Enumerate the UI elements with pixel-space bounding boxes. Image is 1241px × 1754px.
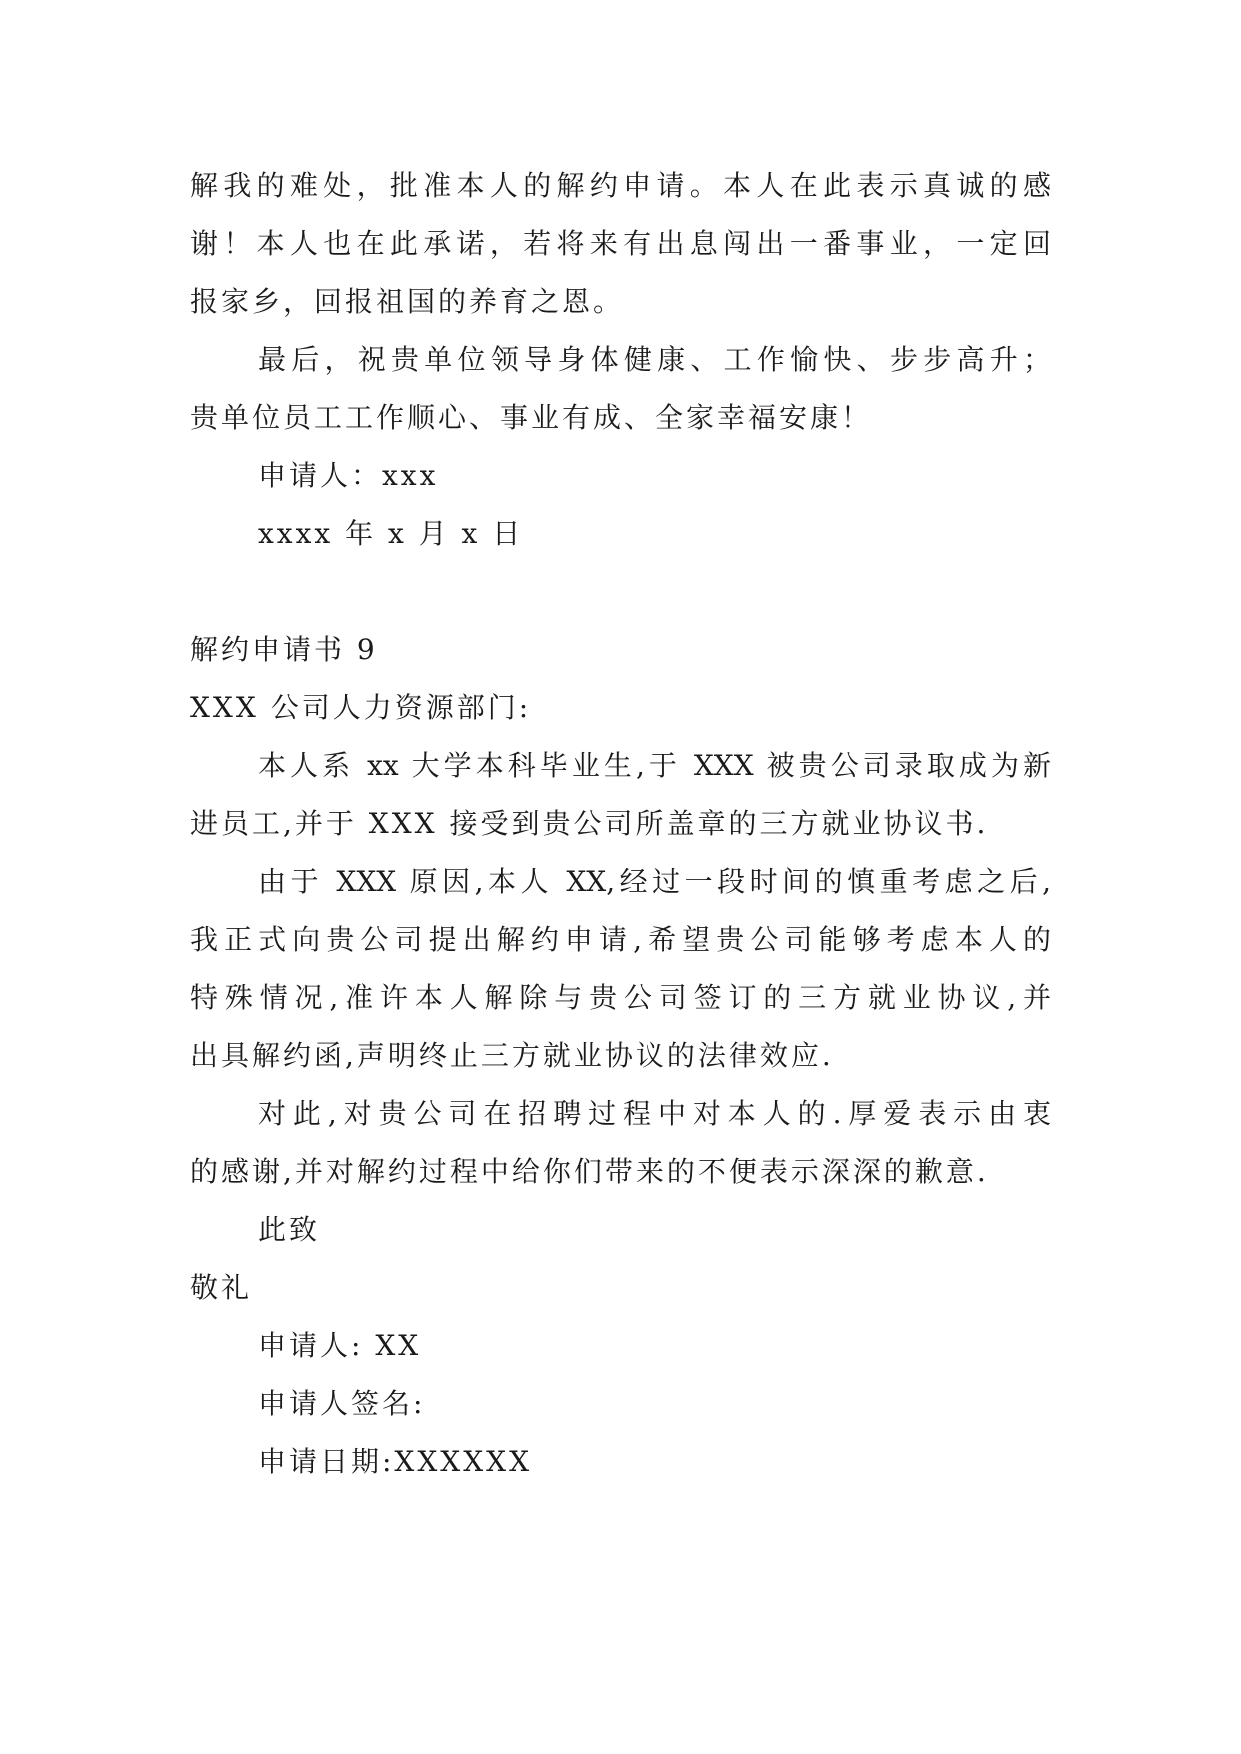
paragraph-line: 进员工,并于 XXX 接受到贵公司所盖章的三方就业协议书.	[190, 807, 989, 840]
section-title: 解约申请书 9	[190, 633, 378, 666]
signature-line: 申请人签名:	[258, 1387, 426, 1420]
paragraph-line: 本人系 xx 大学本科毕业生,于 XXX 被贵公司录取成为新	[258, 749, 1051, 782]
applicant-line: 申请人: XX	[258, 1329, 422, 1362]
salutation-line: 敬礼	[190, 1271, 253, 1304]
paragraph-line: 解我的难处，批准本人的解约申请。本人在此表示真诚的感	[190, 169, 1051, 202]
paragraph-line: 出具解约函,声明终止三方就业协议的法律效应.	[190, 1039, 834, 1072]
closing-line: 最后，祝贵单位领导身体健康、工作愉快、步步高升；	[258, 343, 1051, 376]
paragraph-line: 由于 XXX 原因,本人 XX,经过一段时间的慎重考虑之后,	[258, 865, 1051, 898]
applicant-line: 申请人：xxx	[258, 459, 439, 492]
paragraph-line: 谢！本人也在此承诺，若将来有出息闯出一番事业，一定回	[190, 227, 1051, 260]
paragraph-line: 对此,对贵公司在招聘过程中对本人的.厚爱表示由衷	[258, 1097, 1051, 1130]
recipient-line: XXX 公司人力资源部门:	[190, 691, 532, 724]
paragraph-line: 的感谢,并对解约过程中给你们带来的不便表示深深的歉意.	[190, 1155, 989, 1188]
salutation-line: 此致	[258, 1213, 321, 1246]
paragraph-line: 我正式向贵公司提出解约申请,希望贵公司能够考虑本人的	[190, 923, 1051, 956]
paragraph-line: 特殊情况,准许本人解除与贵公司签订的三方就业协议,并	[190, 981, 1051, 1014]
date-line: 申请日期:XXXXXX	[258, 1445, 533, 1478]
closing-line: 贵单位员工工作顺心、事业有成、全家幸福安康！	[190, 401, 873, 434]
paragraph-line: 报家乡，回报祖国的养育之恩。	[190, 285, 625, 318]
date-line: xxxx 年 x 月 x 日	[258, 517, 524, 550]
